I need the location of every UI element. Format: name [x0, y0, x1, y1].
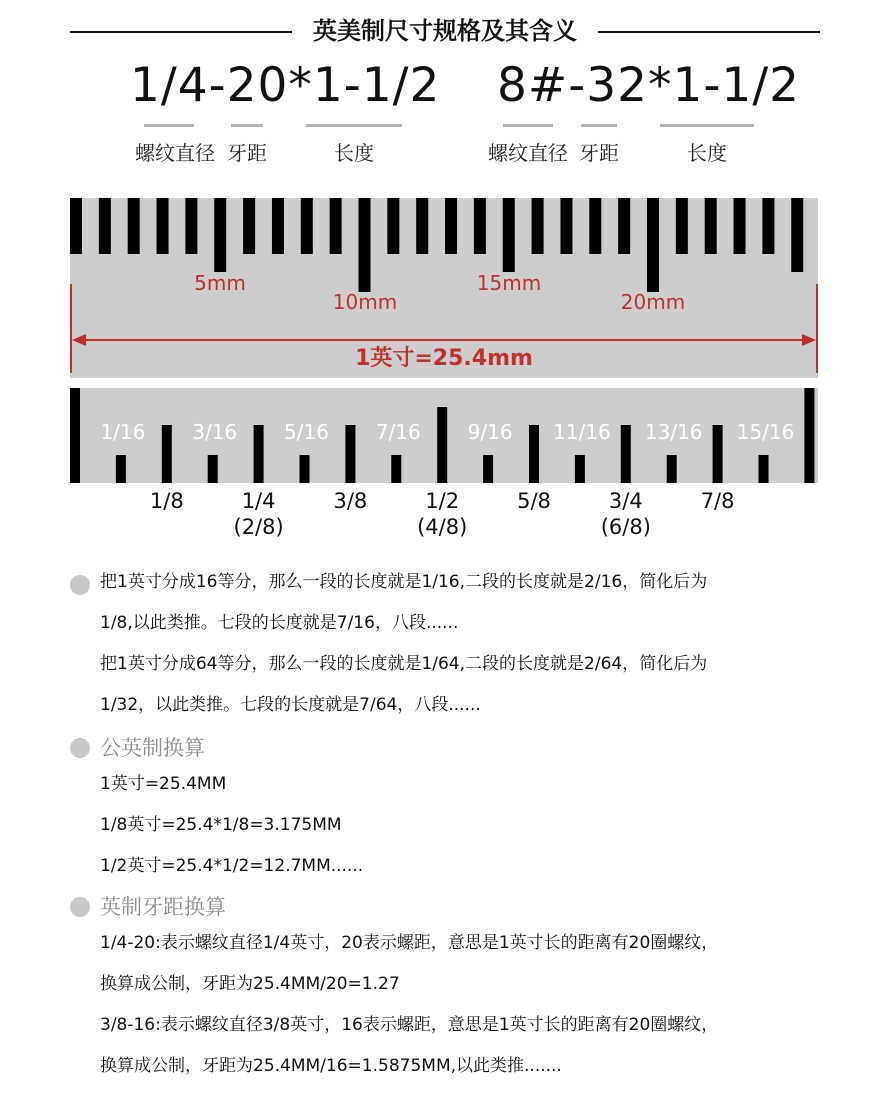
inch-tick [575, 455, 585, 483]
mm-label: 15mm [476, 271, 542, 295]
fraction-value: 3/8 [333, 489, 368, 513]
mm-tick [243, 198, 255, 254]
spec-part-pitch [225, 124, 269, 166]
mm-tick [128, 198, 140, 254]
mm-tick [99, 198, 111, 254]
bullet-dot [70, 575, 90, 595]
inch-tick [70, 388, 80, 483]
mm-tick [214, 198, 226, 272]
mm-label: 20mm [620, 290, 686, 314]
inch-tick [621, 425, 631, 483]
fraction-label [701, 488, 735, 514]
fraction-label [333, 488, 367, 514]
spec-part-label: 牙距 [227, 141, 267, 165]
thread-spec-code: 8#-32*1-1/2 [497, 58, 801, 113]
sixteenth-label: 9/16 [467, 420, 513, 444]
note-line: 1/4-20:表示螺纹直径1/4英寸，20表示螺距，意思是1英寸长的距离有20圈螺纹， [100, 933, 719, 953]
note-line: 1/8英寸=25.4*1/8=3.175MM [100, 815, 342, 835]
spec-part-label: 螺纹直径 [488, 141, 568, 165]
sixteenth-label: 7/16 [375, 420, 421, 444]
inch-tick [345, 425, 355, 483]
mm-tick [589, 198, 601, 254]
mm-tick [618, 198, 630, 254]
fraction-equivalent: (6/8) [600, 515, 651, 539]
inch-tick [759, 455, 769, 483]
ruler-diagram [70, 198, 818, 487]
page-title: 英美制尺寸规格及其含义 [313, 17, 577, 45]
sixteenth-label: 1/16 [100, 420, 146, 444]
note-line: 把1英寸分成64等分，那么一段的长度就是1/64,二段的长度就是2/64，简化后为 [100, 654, 708, 674]
section-heading: 公英制换算 [100, 736, 205, 760]
spec-part-underline [144, 124, 194, 127]
inch-tick [483, 455, 493, 483]
spec-part-underline [231, 124, 263, 127]
inch-tick [208, 455, 218, 483]
inch-label: 1英寸=25.4mm [355, 346, 533, 371]
mm-tick [387, 198, 399, 254]
note-line: 1英寸=25.4MM [100, 774, 227, 794]
mm-tick [157, 198, 169, 254]
fraction-label [517, 488, 551, 514]
thread-spec-code: 1/4-20*1-1/2 [130, 58, 441, 113]
mm-tick [676, 198, 688, 254]
spec-part-underline [581, 124, 617, 127]
sixteenth-label: 13/16 [644, 420, 703, 444]
inch-tick [162, 425, 172, 483]
fraction-value: 5/8 [517, 489, 551, 513]
mm-tick [503, 198, 515, 272]
fraction-value: 1/2 [425, 489, 460, 513]
mm-label: 10mm [332, 290, 398, 314]
mm-tick [330, 198, 342, 254]
fraction-value: 3/4 [608, 489, 643, 513]
title-row [70, 16, 820, 46]
mm-tick [445, 198, 457, 254]
inch-tick [116, 455, 126, 483]
spec-part-underline [660, 124, 754, 127]
fraction-equivalent: (4/8) [417, 515, 468, 539]
mm-tick [560, 198, 572, 254]
mm-tick [647, 198, 659, 292]
section-intro [70, 562, 830, 726]
note-line: 3/8-16:表示螺纹直径3/8英寸，16表示螺距，意思是1英寸长的距离有20圈螺纹， [100, 1015, 719, 1035]
thread-example-1 [130, 58, 441, 165]
spec-part-diameter [483, 124, 573, 166]
bullet-dot [70, 738, 90, 758]
inch-tick [713, 425, 723, 483]
mm-tick [705, 198, 717, 254]
spec-part-pitch [577, 124, 621, 166]
mm-tick [791, 198, 803, 272]
fraction-labels [70, 488, 818, 548]
inch-tick [804, 388, 814, 483]
sixteenth-label: 15/16 [736, 420, 795, 444]
spec-part-length [305, 124, 403, 166]
fraction-value: 1/8 [149, 489, 184, 513]
sixteenth-label: 3/16 [192, 420, 238, 444]
note-line: 1/2英寸=25.4*1/2=12.7MM...... [100, 856, 364, 876]
mm-tick [70, 198, 82, 254]
fraction-label [234, 488, 284, 540]
spec-part-diameter [130, 124, 220, 166]
mm-tick [185, 198, 197, 254]
sixteenth-label: 11/16 [553, 420, 611, 444]
note-line: 1/8,以此类推。七段的长度就是7/16，八段...... [100, 613, 459, 633]
mm-tick [416, 198, 428, 254]
inch-tick [391, 455, 401, 483]
thread-example-2 [488, 58, 801, 165]
fraction-label [417, 488, 467, 540]
mm-tick [272, 198, 284, 254]
mm-tick [359, 198, 371, 292]
note-line: 换算成公制，牙距为25.4MM/20=1.27 [100, 974, 400, 994]
sixteenth-label: 5/16 [284, 420, 329, 444]
note-line: 1/32，以此类推。七段的长度就是7/64，八段...... [100, 695, 481, 715]
fraction-value: 7/8 [700, 489, 735, 513]
notes [70, 562, 830, 1087]
note-line: 换算成公制，牙距为25.4MM/16=1.5875MM,以此类推....... [100, 1056, 562, 1076]
mm-tick [301, 198, 313, 254]
spec-part-label: 长度 [334, 141, 374, 165]
section-heading: 英制牙距换算 [100, 895, 226, 919]
ruler-svg [70, 198, 818, 483]
mm-tick [762, 198, 774, 254]
inch-tick [437, 407, 447, 483]
fraction-label [150, 488, 184, 514]
fraction-label [601, 488, 651, 540]
mm-tick [532, 198, 544, 254]
mm-tick [474, 198, 486, 254]
spec-part-underline [306, 124, 402, 127]
spec-part-label: 螺纹直径 [135, 141, 215, 165]
section-metric [70, 732, 830, 887]
section-pitch [70, 891, 830, 1087]
inch-tick [667, 455, 677, 483]
bullet-dot [70, 897, 90, 917]
fraction-value: 1/4 [241, 489, 276, 513]
fraction-equivalent: (2/8) [233, 515, 284, 539]
inch-tick [529, 425, 539, 483]
inch-tick [300, 455, 310, 483]
spec-part-underline [503, 124, 553, 127]
note-line: 把1英寸分成16等分，那么一段的长度就是1/16,二段的长度就是2/16，简化后为 [100, 572, 708, 592]
spec-part-label: 牙距 [579, 141, 619, 165]
spec-part-label: 长度 [687, 141, 727, 165]
mm-tick [734, 198, 746, 254]
spec-part-length [659, 124, 755, 166]
inch-tick [254, 425, 264, 483]
mm-label: 5mm [194, 271, 246, 295]
title-rule-right [598, 31, 820, 33]
